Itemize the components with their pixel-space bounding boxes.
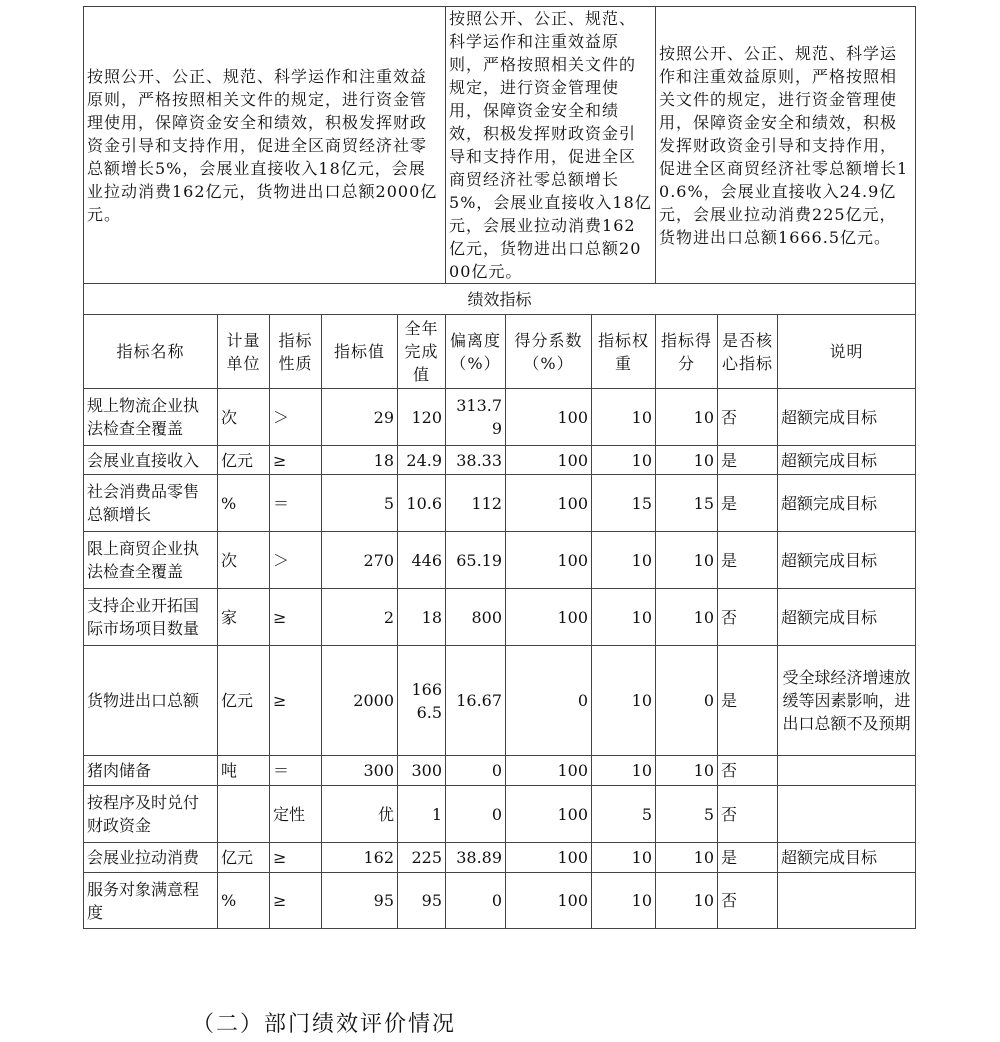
table-row: [84, 589, 916, 646]
target-value-cell: 2000: [322, 646, 398, 756]
nature-cell: ≥: [270, 843, 322, 873]
header-cell: 偏离度（%）: [446, 315, 506, 389]
score-cell: 10: [656, 756, 718, 786]
score-cell: 10: [656, 532, 718, 589]
core-indicator-cell: 否: [718, 873, 778, 929]
core-indicator-cell: 否: [718, 389, 778, 446]
table-row: [84, 446, 916, 475]
core-indicator-cell: 否: [718, 756, 778, 786]
deviation-cell: 0: [446, 873, 506, 929]
nature-cell: ＞: [270, 532, 322, 589]
table-row: [84, 475, 916, 532]
coefficient-cell: 100: [506, 475, 592, 532]
note-cell: 超额完成目标: [778, 389, 916, 446]
indicator-name-cell: 社会消费品零售总额增长: [84, 475, 218, 532]
indicator-name-cell: 货物进出口总额: [84, 646, 218, 756]
weight-cell: 15: [592, 475, 656, 532]
table-row: [84, 389, 916, 446]
indicator-name-cell: 规上物流企业执法检查全覆盖: [84, 389, 218, 446]
core-indicator-cell: 否: [718, 589, 778, 646]
unit-cell: 亿元: [218, 843, 270, 873]
target-value-cell: 270: [322, 532, 398, 589]
indicator-name-cell: 会展业直接收入: [84, 446, 218, 475]
target-value-cell: 29: [322, 389, 398, 446]
note-cell: 超额完成目标: [778, 532, 916, 589]
target-value-cell: 优: [322, 786, 398, 843]
section-heading: （二）部门绩效评价情况: [192, 1012, 457, 1037]
deviation-cell: 0: [446, 756, 506, 786]
unit-cell: 次: [218, 532, 270, 589]
header-cell: 全年完成值: [398, 315, 446, 389]
goal-text-actual: 按照公开、公正、规范、科学运作和注重效益原则，严格按照相关文件的规定，进行资金管理使用，保障资金安全和绩效，积极发挥财政资金引导和支持作用，促进全区商贸经济社零总额增长10.6%，会展业直接收入24.9亿元，会展业拉动消费225亿元，货物进出口总额1666.5亿元。: [656, 7, 916, 284]
section-row: [84, 284, 916, 315]
deviation-cell: 800: [446, 589, 506, 646]
actual-value-cell: 225: [398, 843, 446, 873]
performance-table: [83, 6, 916, 929]
note-cell: 超额完成目标: [778, 843, 916, 873]
weight-cell: 10: [592, 756, 656, 786]
indicator-name-cell: 会展业拉动消费: [84, 843, 218, 873]
score-cell: 10: [656, 389, 718, 446]
score-cell: 15: [656, 475, 718, 532]
actual-value-cell: 95: [398, 873, 446, 929]
indicator-name-cell: 猪肉储备: [84, 756, 218, 786]
actual-value-cell: 446: [398, 532, 446, 589]
target-value-cell: 162: [322, 843, 398, 873]
goal-text-annual: 按照公开、公正、规范、科学运作和注重效益原则，严格按照相关文件的规定，进行资金管理使用，保障资金安全和绩效，积极发挥财政资金引导和支持作用，促进全区商贸经济社零总额增长5%，会展业直接收入18亿元，会展业拉动消费162亿元，货物进出口总额2000亿元。: [84, 7, 446, 284]
goal-text-plan: 按照公开、公正、规范、科学运作和注重效益原则，严格按照相关文件的规定，进行资金管理使用，保障资金安全和绩效，积极发挥财政资金引导和支持作用，促进全区商贸经济社零总额增长5%，会展业直接收入18亿元，会展业拉动消费162亿元，货物进出口总额2000亿元。: [446, 7, 656, 284]
score-cell: 10: [656, 589, 718, 646]
score-cell: 10: [656, 873, 718, 929]
score-cell: 10: [656, 843, 718, 873]
coefficient-cell: 100: [506, 756, 592, 786]
score-cell: 0: [656, 646, 718, 756]
nature-cell: ≥: [270, 646, 322, 756]
actual-value-cell: 1666.5: [398, 646, 446, 756]
unit-cell: 亿元: [218, 646, 270, 756]
header-cell: 指标值: [322, 315, 398, 389]
deviation-cell: 38.33: [446, 446, 506, 475]
score-cell: 10: [656, 446, 718, 475]
weight-cell: 10: [592, 532, 656, 589]
indicator-name-cell: 服务对象满意程度: [84, 873, 218, 929]
note-cell: [778, 873, 916, 929]
deviation-cell: 313.79: [446, 389, 506, 446]
actual-value-cell: 10.6: [398, 475, 446, 532]
note-cell: 超额完成目标: [778, 446, 916, 475]
section-title: 绩效指标: [84, 284, 916, 315]
table-row: [84, 646, 916, 756]
nature-cell: ≥: [270, 873, 322, 929]
actual-value-cell: 120: [398, 389, 446, 446]
nature-cell: 定性: [270, 786, 322, 843]
note-cell: 超额完成目标: [778, 589, 916, 646]
header-cell: 得分系数（%）: [506, 315, 592, 389]
coefficient-cell: 100: [506, 589, 592, 646]
goal-row: [84, 7, 916, 284]
header-cell: 指标权重: [592, 315, 656, 389]
unit-cell: %: [218, 873, 270, 929]
target-value-cell: 95: [322, 873, 398, 929]
deviation-cell: 16.67: [446, 646, 506, 756]
coefficient-cell: 100: [506, 389, 592, 446]
unit-cell: 亿元: [218, 446, 270, 475]
actual-value-cell: 18: [398, 589, 446, 646]
table-row: [84, 786, 916, 843]
coefficient-cell: 0: [506, 646, 592, 756]
table-row: [84, 532, 916, 589]
weight-cell: 10: [592, 446, 656, 475]
weight-cell: 10: [592, 389, 656, 446]
note-cell: 受全球经济增速放缓等因素影响，进出口总额不及预期: [778, 646, 916, 756]
core-indicator-cell: 是: [718, 446, 778, 475]
unit-cell: [218, 786, 270, 843]
note-cell: [778, 786, 916, 843]
target-value-cell: 5: [322, 475, 398, 532]
header-cell: 计量单位: [218, 315, 270, 389]
weight-cell: 5: [592, 786, 656, 843]
core-indicator-cell: 是: [718, 843, 778, 873]
nature-cell: ≥: [270, 589, 322, 646]
table-row: [84, 756, 916, 786]
actual-value-cell: 300: [398, 756, 446, 786]
core-indicator-cell: 是: [718, 532, 778, 589]
weight-cell: 10: [592, 843, 656, 873]
header-cell: 说明: [778, 315, 916, 389]
core-indicator-cell: 是: [718, 475, 778, 532]
deviation-cell: 65.19: [446, 532, 506, 589]
coefficient-cell: 100: [506, 532, 592, 589]
unit-cell: 吨: [218, 756, 270, 786]
table-row: [84, 843, 916, 873]
indicator-name-cell: 按程序及时兑付财政资金: [84, 786, 218, 843]
target-value-cell: 300: [322, 756, 398, 786]
actual-value-cell: 24.9: [398, 446, 446, 475]
score-cell: 5: [656, 786, 718, 843]
core-indicator-cell: 否: [718, 786, 778, 843]
coefficient-cell: 100: [506, 786, 592, 843]
note-cell: [778, 756, 916, 786]
header-cell: 指标名称: [84, 315, 218, 389]
actual-value-cell: 1: [398, 786, 446, 843]
nature-cell: ＝: [270, 475, 322, 532]
unit-cell: 次: [218, 389, 270, 446]
table-row: [84, 873, 916, 929]
note-cell: 超额完成目标: [778, 475, 916, 532]
target-value-cell: 18: [322, 446, 398, 475]
header-row: [84, 315, 916, 389]
indicator-name-cell: 限上商贸企业执法检查全覆盖: [84, 532, 218, 589]
header-cell: 指标得分: [656, 315, 718, 389]
nature-cell: ＝: [270, 756, 322, 786]
deviation-cell: 0: [446, 786, 506, 843]
weight-cell: 10: [592, 873, 656, 929]
coefficient-cell: 100: [506, 843, 592, 873]
coefficient-cell: 100: [506, 446, 592, 475]
header-cell: 是否核心指标: [718, 315, 778, 389]
nature-cell: ≥: [270, 446, 322, 475]
deviation-cell: 112: [446, 475, 506, 532]
header-cell: 指标性质: [270, 315, 322, 389]
weight-cell: 10: [592, 646, 656, 756]
weight-cell: 10: [592, 589, 656, 646]
unit-cell: %: [218, 475, 270, 532]
indicator-name-cell: 支持企业开拓国际市场项目数量: [84, 589, 218, 646]
nature-cell: ＞: [270, 389, 322, 446]
unit-cell: 家: [218, 589, 270, 646]
core-indicator-cell: 是: [718, 646, 778, 756]
target-value-cell: 2: [322, 589, 398, 646]
coefficient-cell: 100: [506, 873, 592, 929]
deviation-cell: 38.89: [446, 843, 506, 873]
